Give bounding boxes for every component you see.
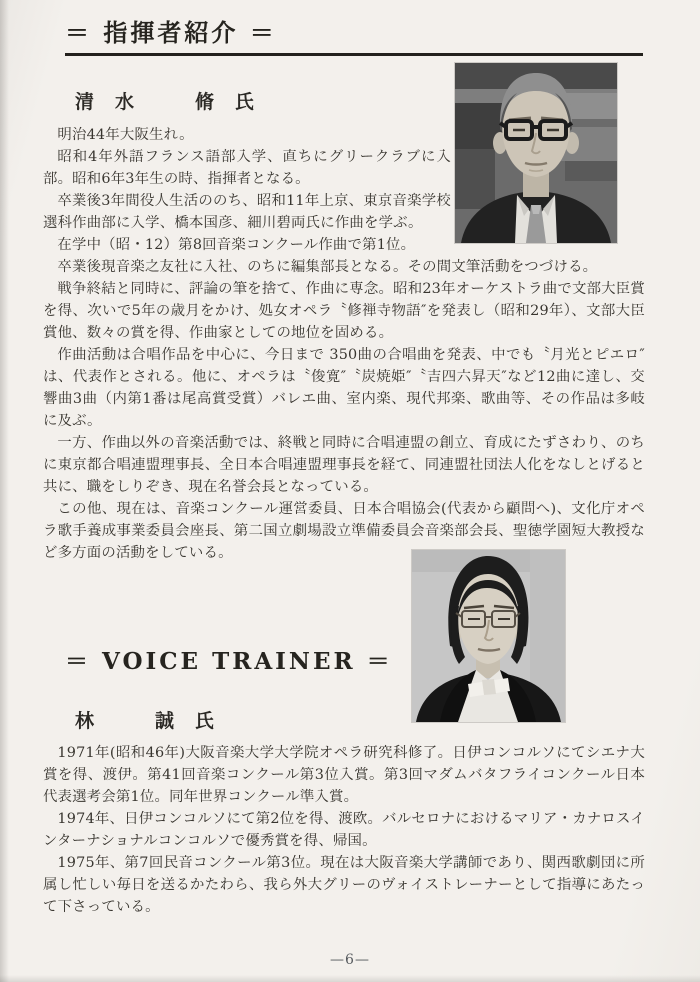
trainer-paragraph: 1975年、第7回民音コンクール第3位。現在は大阪音楽大学講師であり、関西歌劇団に所属し忙しい毎日を送るかたわら、我ら外大グリーのヴォイストレーナーとして指導にあたって下さっている。 xyxy=(43,855,645,915)
trainer-portrait-image xyxy=(412,550,565,722)
conductor-paragraph: 在学中（昭・12）第8回音楽コンクール作曲で第1位。 xyxy=(57,237,416,253)
trainer-name: 林 誠 氏 xyxy=(75,710,216,732)
conductor-body-paragraphs xyxy=(43,256,645,564)
trainer-portrait-photo xyxy=(412,550,565,722)
conductor-intro-paragraphs xyxy=(43,124,451,256)
conductor-paragraph: 卒業後現音楽之友社に入社、のちに編集部長となる。その間文筆活動をつづける。 xyxy=(57,259,598,275)
conductor-name: 清 水 脩 氏 xyxy=(75,91,256,113)
conductor-paragraph: 作曲活動は合唱作品を中心に、今日まで 350曲の合唱曲を発表、中でも〝月光とピエロ″は、代表作とされる。他に、オペラは〝俊寛″〝炭焼姫″〝吉四六昇天″など12曲に達し、交響曲3曲（内第1番は尾高賞受賞）バレエ曲、室内楽、現代邦楽、歌曲等、その作品は多岐に及ぶ。 xyxy=(43,347,645,429)
conductor-paragraph: 戦争終結と同時に、評論の筆を捨て、作曲に専念。昭和23年オーケストラ曲で文部大臣賞を得、次いで5年の歳月をかけ、処女オペラ〝修禅寺物語″を発表し（昭和29年）、文部大臣賞他、数々の賞を得、作曲家としての地位を固める。 xyxy=(43,281,645,341)
conductor-paragraph: 昭和4年外語フランス語部入学、直ちにグリークラブに入部。昭和6年3年生の時、指揮者となる。 xyxy=(43,149,451,187)
page-number: —6— xyxy=(330,952,370,968)
conductor-paragraph: 卒業後3年間役人生活ののち、昭和11年上京、東京音楽学校選科作曲部に入学、橋本国彦、細川碧両氏に作曲を学ぶ。 xyxy=(43,193,451,231)
conductor-portrait-image xyxy=(455,63,617,243)
conductor-paragraph: この他、現在は、音楽コンクール運営委員、日本合唱協会(代表から顧問へ)、文化庁オペラ歌手養成事業委員会座長、第二国立劇場設立準備委員会音楽部会長、聖徳学園短大教授など多方面の活動をしている。 xyxy=(43,501,645,561)
trainer-paragraph: 1971年(昭和46年)大阪音楽大学大学院オペラ研究科修了。日伊コンコルソにてシエナ大賞を得、渡伊。第41回音楽コンクール第3位入賞。第3回マダムバタフライコンクール日本代表選考会第1位。同年世界コンクール準入賞。 xyxy=(43,745,645,805)
title-divider xyxy=(65,53,643,56)
trainer-paragraphs xyxy=(43,742,645,918)
trainer-paragraph: 1974年、日伊コンコルソにて第2位を得、渡欧。バルセロナにおけるマリア・カナロスインターナショナルコンコルソで優秀賞を得、帰国。 xyxy=(43,811,645,849)
scan-edge-shadow-bottom xyxy=(0,975,700,982)
voice-trainer-heading: ＝ VOICE TRAINER ＝ xyxy=(65,648,393,675)
page-header xyxy=(43,18,645,56)
conductor-paragraph: 一方、作曲以外の音楽活動では、終戦と同時に合唱連盟の創立、育成にたずさわり、のちに東京都合唱連盟理事長、全日本合唱連盟理事長を経て、同連盟社団法人化をなしとげると共に、職をしりぞき、現在名誉会長となっている。 xyxy=(43,435,645,495)
conductor-portrait-photo xyxy=(455,63,617,243)
conductor-paragraph: 明治44年大阪生れ。 xyxy=(57,127,194,143)
page-title: ＝ 指揮者紹介 ＝ xyxy=(65,18,277,47)
